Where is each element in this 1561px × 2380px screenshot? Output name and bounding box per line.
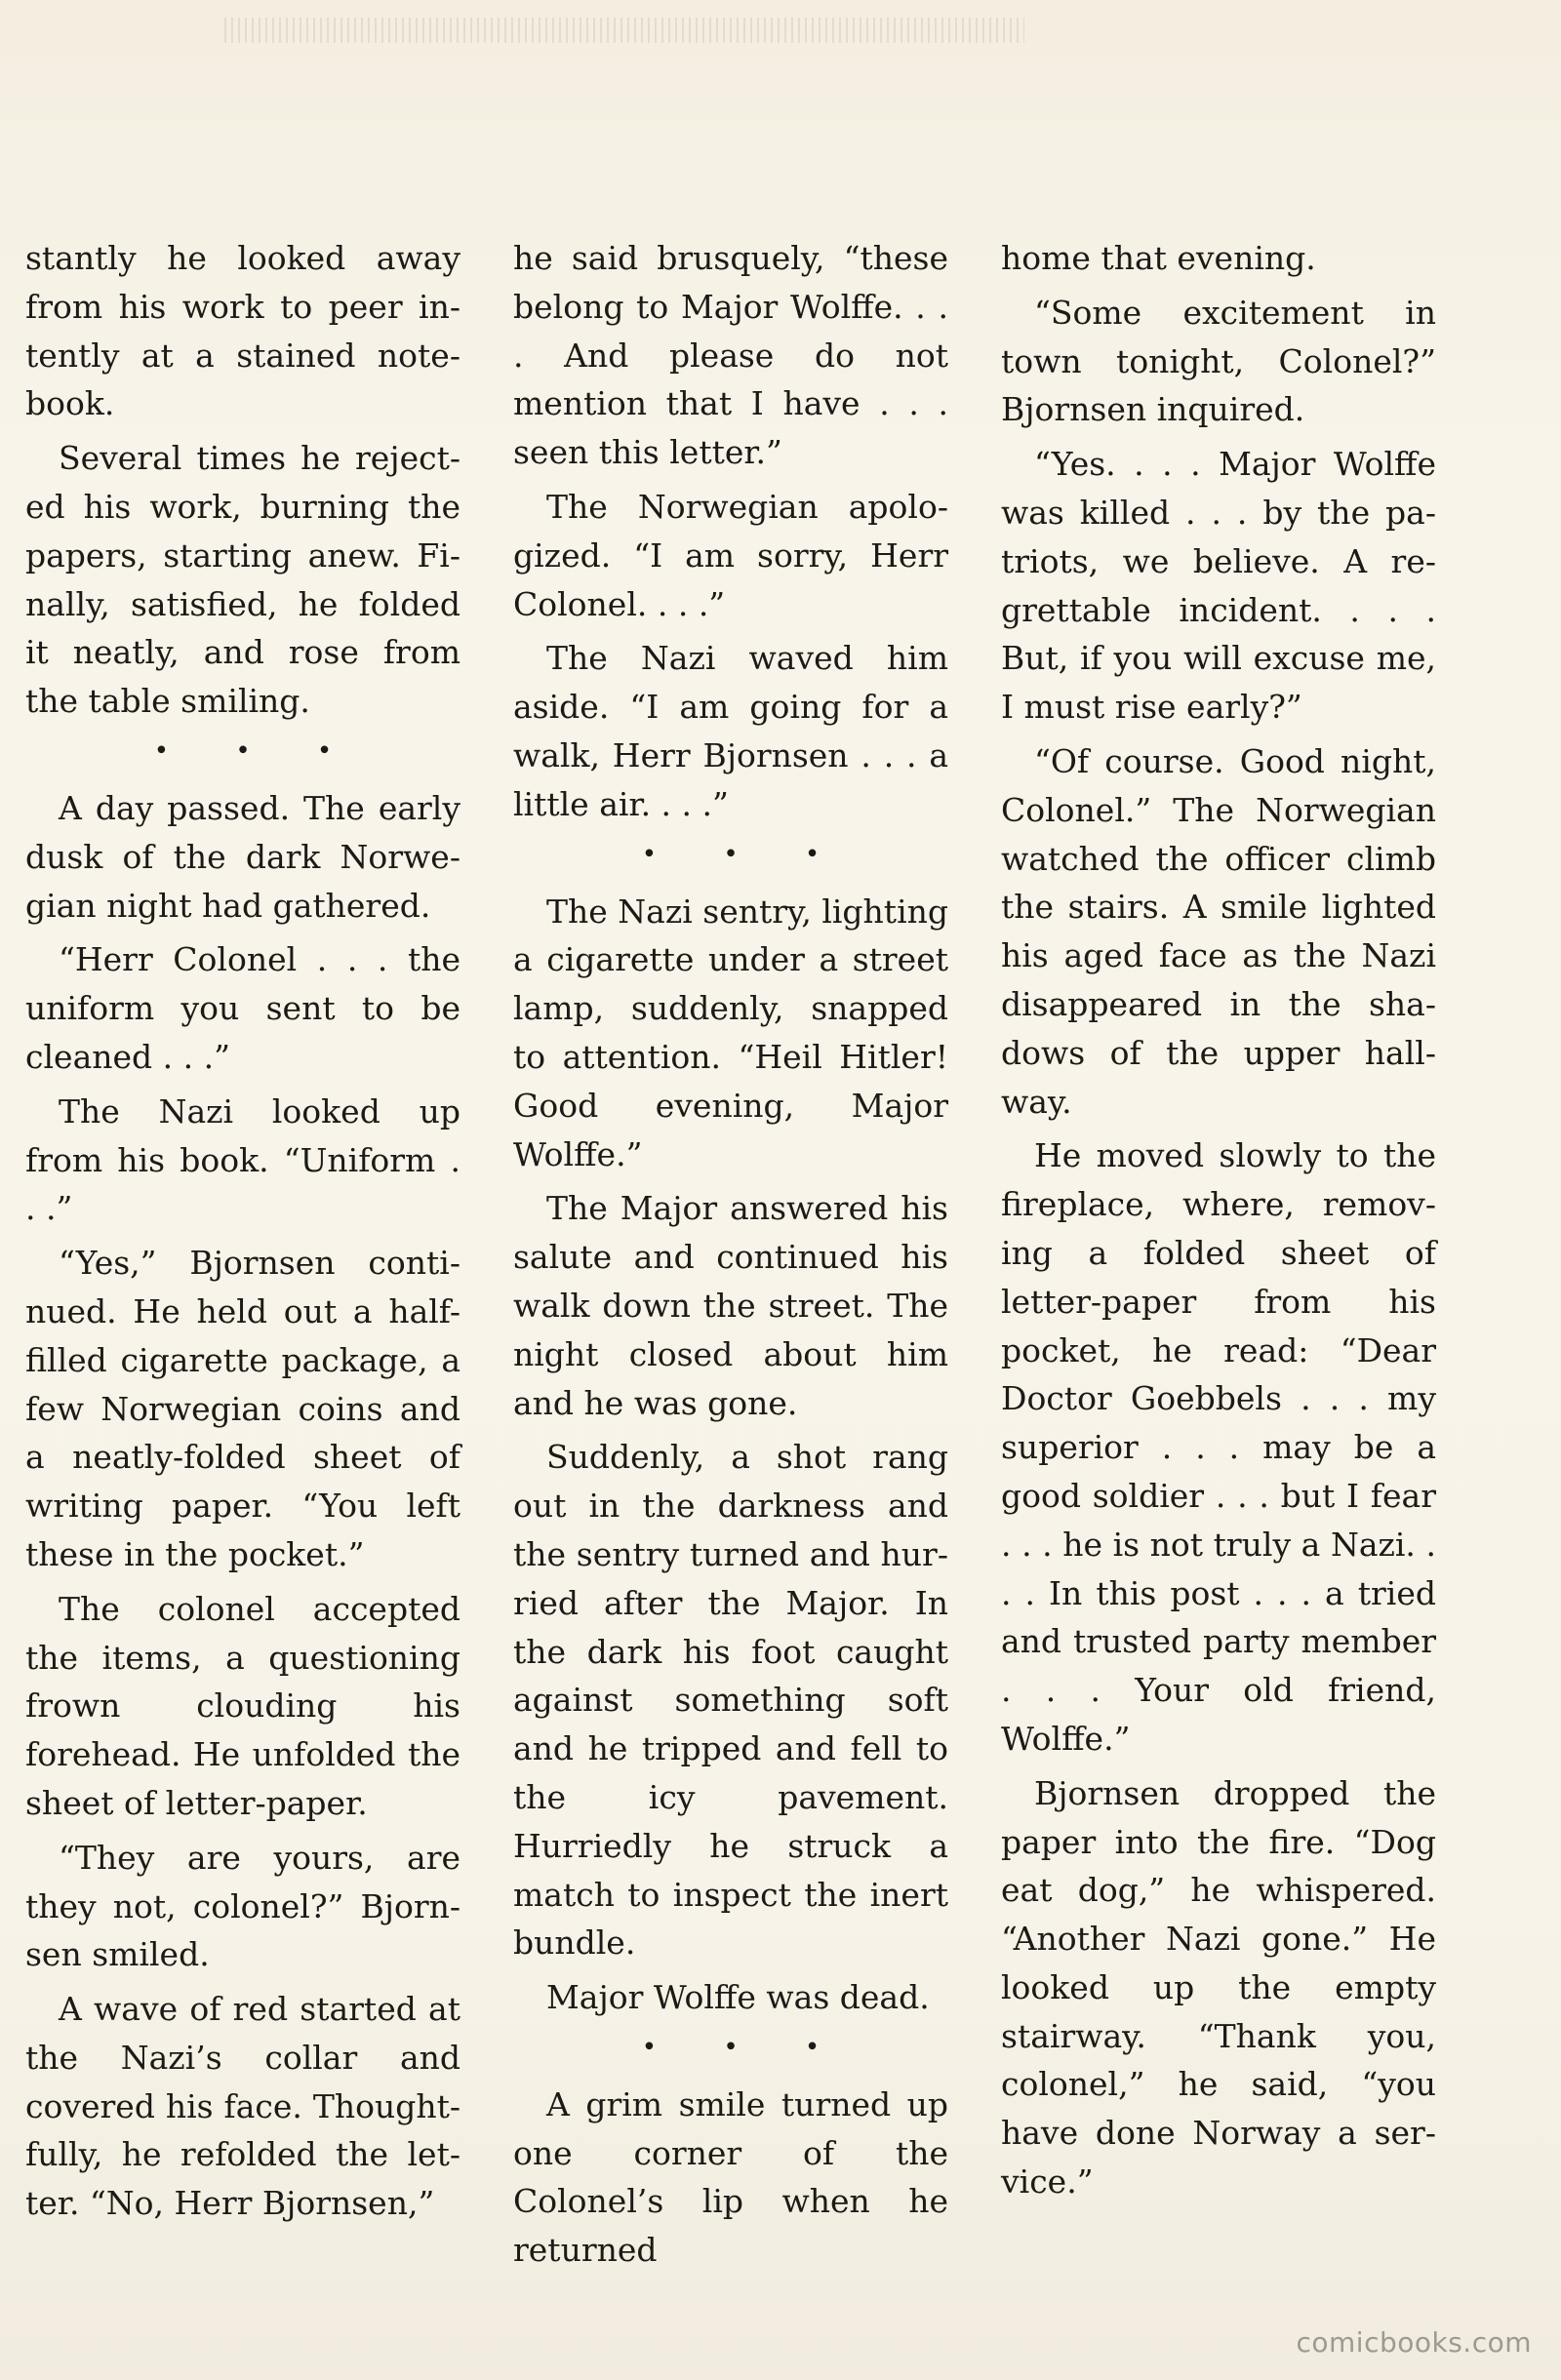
column-3 bbox=[1001, 234, 1436, 2212]
paragraph: Several times he rejected his work, burning the papers, starting anew. Finally, satisfied, he folded it neatly, and rose from the table smiling. bbox=[25, 439, 460, 721]
paragraph: stantly he looked away from his work to peer intently at a stained notebook. bbox=[25, 239, 460, 423]
paragraph: “They are yours, are they not, colonel?” Bjornsen smiled. bbox=[25, 1838, 460, 1974]
column-1 bbox=[25, 234, 460, 2234]
paragraph: “Yes. . . . Major Wolffe was killed . . . by the patriots, we believe. A regrettable incident. . . . But, if you will excuse me, I must rise early?” bbox=[1001, 445, 1436, 727]
paragraph: “Of course. Good night, Colonel.” The Norwegian watched the officer climb the stairs. A smile lighted his aged face as the Nazi disappeared in the shadows of the upper hallway. bbox=[1001, 741, 1436, 1121]
section-break-dots: • • • bbox=[641, 839, 850, 869]
paragraph: A day passed. The early dusk of the dark Norwegian night had gathered. bbox=[25, 788, 460, 925]
paragraph: The colonel accepted the items, a questioning frown clouding his forehead. He unfolded the sheet of letter-paper. bbox=[25, 1589, 460, 1822]
paragraph: Major Wolffe was dead. bbox=[546, 1978, 930, 2017]
paragraph: home that evening. bbox=[1001, 239, 1316, 277]
paragraph: “Some excitement in town tonight, Colonel?” Bjornsen inquired. bbox=[1001, 293, 1436, 429]
section-break-dots: • • • bbox=[153, 735, 362, 766]
paragraph: The Major answered his salute and continued his walk down the street. The night closed about him and he was gone. bbox=[513, 1189, 948, 1422]
section-break-dots: • • • bbox=[641, 2032, 850, 2062]
paragraph: The Nazi looked up from his book. “Uniform . . .” bbox=[25, 1091, 460, 1228]
watermark: comicbooks.com bbox=[1296, 2326, 1532, 2359]
paragraph: He moved slowly to the fireplace, where, removing a folded sheet of letter-paper from his pocket, he read: “Dear Doctor Goebbels . . . my superior . . . may be a good soldier . . . but I fear . . . he is not truly a Nazi. . . . In this post . . . a tried and trusted party member . . . Your old friend, Wolffe.” bbox=[1001, 1136, 1436, 1758]
paragraph: Bjornsen dropped the paper into the fire. “Dog eat dog,” he whispered. “Another Nazi gone.” He looked up the empty stairway. “Thank you, colonel,” he said, “you have done Norway a service.” bbox=[1001, 1773, 1436, 2202]
paragraph: The Norwegian apologized. “I am sorry, Herr Colonel. . . .” bbox=[513, 487, 948, 623]
text-columns bbox=[25, 234, 1444, 2270]
paragraph: “Yes,” Bjornsen continued. He held out a half-filled cigarette package, a few Norwegian coins and a neatly-folded sheet of writing paper. “You left these in the pocket.” bbox=[25, 1244, 460, 1573]
paragraph: A grim smile turned up one corner of the Colonel’s lip when he returned bbox=[513, 2084, 948, 2270]
paragraph: “Herr Colonel . . . the uniform you sent to be cleaned . . .” bbox=[25, 940, 460, 1076]
top-scan-artifact bbox=[224, 18, 1024, 43]
paragraph: The Nazi waved him aside. “I am going for a walk, Herr Bjornsen . . . a little air. . . .” bbox=[513, 639, 948, 823]
paragraph: Suddenly, a shot rang out in the darkness and the sentry turned and hurried after the Major. In the dark his foot caught against something soft and he tripped and fell to the icy pavement. Hurriedly he struck a match to inspect the inert bundle. bbox=[513, 1438, 948, 1963]
paragraph: he said brusquely, “these belong to Major Wolffe. . . . And please do not mention that I have . . . seen this letter.” bbox=[513, 239, 948, 472]
paragraph: A wave of red started at the Nazi’s collar and covered his face. Thoughtfully, he refolded the letter. “No, Herr Bjornsen,” bbox=[25, 1990, 460, 2223]
column-2 bbox=[513, 234, 948, 2281]
paragraph: The Nazi sentry, lighting a cigarette under a street lamp, suddenly, snapped to attention. “Heil Hitler! Good evening, Major Wolffe.” bbox=[513, 892, 948, 1173]
